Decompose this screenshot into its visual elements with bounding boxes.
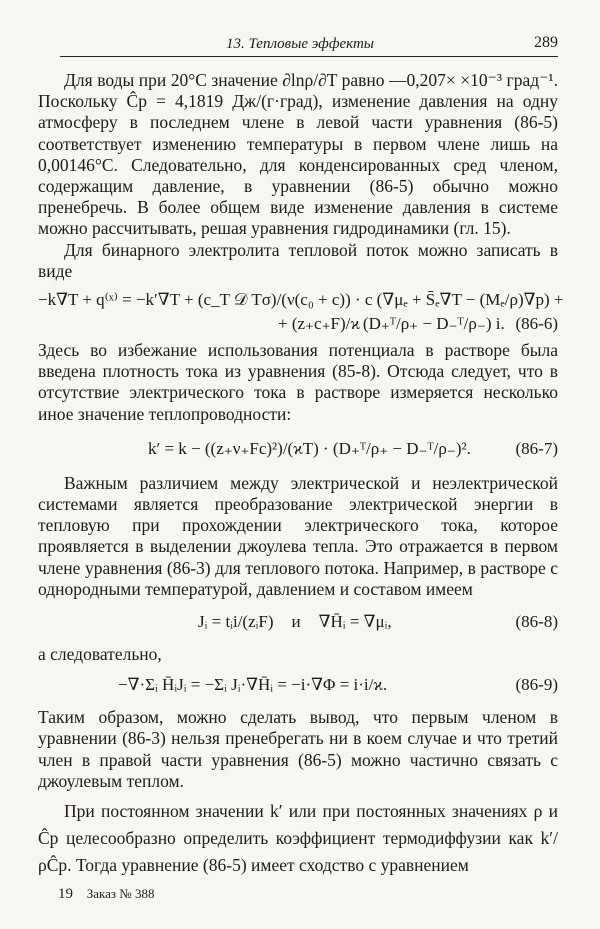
paragraph-current-density: Здесь во избежание использования потенциала в растворе была введена плотность тока из уравнения (85-8). Отсюда следует, что в отсутствие электрического тока в растворе измеряется несколько иное значение теплопроводности:	[38, 340, 558, 424]
print-order: Заказ № 388	[86, 886, 155, 901]
equation-86-6-number: (86-6)	[515, 314, 558, 334]
equation-86-6-term-a: + (z₊c₊F)/ϰ	[278, 314, 360, 334]
equation-86-8	[38, 612, 558, 632]
equation-86-9	[38, 675, 558, 695]
equation-86-9-text: −∇·Σᵢ H̄ᵢJᵢ = −Σᵢ Jᵢ·∇H̄ᵢ = −i·∇Φ = i·i/ϰ.	[118, 675, 388, 695]
equation-86-7-text: k′ = k − ((z₊ν₊Fc)²)/(ϰT) · (D₊ᵀ/ρ₊ − D₋ᵀ/ρ₋)².	[148, 438, 471, 458]
paragraph-consequently: а следовательно,	[38, 644, 162, 665]
page-body	[38, 70, 564, 879]
equation-86-7	[38, 439, 558, 459]
equation-86-8-and: и	[291, 612, 301, 632]
paragraph-joule-heat: Важным различием между электрической и неэлектрической системами является преобразование электрической энергии в тепловую при прохождении электрического тока, которое проявляется в выделении джоулева тепла. Это отражается в первом члене уравнения (86-3) для теплового потока. Например, в растворе с однородными температурой, давлением и составом имеем	[38, 472, 558, 599]
paragraph-binary-electrolyte: Для бинарного электролита тепловой поток можно записать в виде	[38, 239, 558, 281]
equation-86-6-line1	[38, 290, 564, 310]
paragraph-conclusion: Таким образом, можно сделать вывод, что первым членом в уравнении (86-3) нельзя пренебрегать ни в коем случае и что третий член в правой части уравнения (86-5) можно частично связать с джоулевым теплом.	[38, 707, 558, 791]
paragraph-thermal-diffusion: При постоянном значении k′ или при постоянных значениях ρ и Ĉp целесообразно определить коэффициент термодиффузии как k′/ρĈp. Тогда уравнение (86-5) имеет сходство с уравнением	[38, 801, 558, 876]
running-title: 13. Тепловые эффекты	[226, 36, 374, 52]
signature-number: 19	[58, 886, 73, 902]
equation-86-6-line2	[38, 314, 558, 334]
equation-86-8-gradient: ∇H̄ᵢ = ∇μᵢ,	[318, 612, 392, 632]
equation-86-8-flux: Jᵢ = tᵢi/(zᵢF)	[198, 612, 274, 632]
equation-86-9-number: (86-9)	[515, 675, 558, 695]
page-header	[60, 30, 558, 57]
page-number: 289	[534, 34, 558, 51]
equation-86-6-text: −k∇T + q⁽ˣ⁾ = −k′∇T + (c_T 𝒟 Tσ)/(ν(c₀ + c)) · c (∇μₑ + S̄ₑ∇T − (Mₑ/ρ)∇p) +	[38, 290, 564, 310]
equation-86-6-term-b: (D₊ᵀ/ρ₊ − D₋ᵀ/ρ₋) i.	[362, 314, 505, 334]
equation-86-8-number: (86-8)	[515, 612, 558, 632]
equation-86-7-number: (86-7)	[515, 438, 558, 458]
page-footer	[58, 886, 154, 903]
paragraph-water: Для воды при 20°С значение ∂lnρ/∂T равно —0,207× ×10⁻³ град⁻¹. Поскольку Ĉp = 4,1819 Дж/(г·град), изменение давления на одну атмосферу в последнем члене в левой части уравнения (86-5) соответствует изменению температуры в первом члене лишь на 0,00146°С. Следовательно, для конденсированных сред членом, содержащим давление, в уравнении (86-5) обычно можно пренебречь. В более общем виде изменение давления в системе можно рассчитывать, решая уравнения гидродинамики (гл. 15).	[38, 70, 558, 239]
